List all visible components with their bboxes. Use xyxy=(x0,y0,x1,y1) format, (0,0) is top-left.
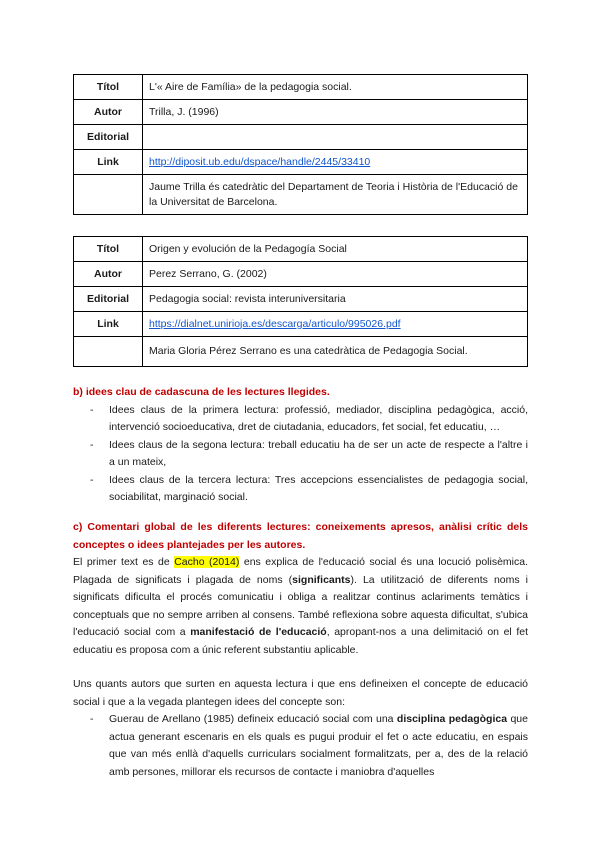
paragraph-2: Uns quants autors que surten en aquesta lectura i que ens defineixen el concepte de educació social i que a la vegada plantegen idees del concepte son: xyxy=(73,678,528,708)
list-item: - Idees claus de la segona lectura: treball educatiu ha de ser un acte de respecte a l'altre i a un mateix, xyxy=(73,437,528,472)
list-item xyxy=(73,711,528,781)
author-description: Maria Gloria Pérez Serrano es una catedràtica de Pedagogia Social. xyxy=(143,337,528,367)
table-row xyxy=(74,125,528,150)
editorial-value xyxy=(143,125,528,150)
bold-term: disciplina pedagògica xyxy=(396,713,508,725)
empty-label xyxy=(74,175,143,215)
row-label: Autor xyxy=(74,262,143,287)
table-row xyxy=(74,237,528,262)
table-row xyxy=(74,175,528,215)
author-value: Perez Serrano, G. (2002) xyxy=(143,262,528,287)
author-description: Jaume Trilla és catedràtic del Departament de Teoria i Història de l'Educació de la Universitat de Barcelona. xyxy=(143,175,528,215)
text-run: ens explica de l'educació social és una locució polisèmica. Plagada de significats i plagada de noms ( xyxy=(73,556,529,586)
row-label: Editorial xyxy=(74,287,143,312)
section-c xyxy=(73,519,528,781)
table-row xyxy=(74,262,528,287)
table-row xyxy=(74,100,528,125)
row-label: Títol xyxy=(74,75,143,100)
table-row xyxy=(74,150,528,175)
title-value: Origen y evolución de la Pedagogía Social xyxy=(143,237,528,262)
key-ideas-list xyxy=(73,402,528,507)
list-item: - Idees claus de la primera lectura: professió, mediador, disciplina pedagògica, acció, intervenció socioeducativa, dret de ciutadania, educadors, fet social, fet educatiu, … xyxy=(73,402,528,437)
empty-label xyxy=(74,337,143,367)
section-b-heading: b) idees clau de cadascuna de les lectures llegides. xyxy=(73,386,330,398)
table-row xyxy=(74,287,528,312)
text-run: que actua generant escenaris en els quals es pugui produir el fet o acte educatiu, en espais que van més enllà d'aquells curriculars socialment formalitzats, per a, des de la relació amb persones, millorar els recursos de contacte i maniobra d'aquelles xyxy=(109,713,528,778)
author-value: Trilla, J. (1996) xyxy=(143,100,528,125)
list-item: - Idees claus de la tercera lectura: Tres accepcions essencialistes de pedagogia social, sociabilitat, marginació social. xyxy=(73,472,528,507)
text-run: El primer text es de xyxy=(73,556,175,568)
reference-table-1 xyxy=(73,74,528,215)
bold-term: manifestació de l'educació xyxy=(190,626,327,638)
authors-list xyxy=(73,711,528,781)
bold-term: significants xyxy=(292,573,351,586)
highlighted-citation: Cacho (2014) xyxy=(174,556,240,568)
source-link[interactable]: https://dialnet.unirioja.es/descarga/articulo/995026.pdf xyxy=(149,317,401,330)
row-label: Link xyxy=(74,150,143,175)
reference-table-2 xyxy=(73,236,528,367)
section-b xyxy=(73,384,528,507)
editorial-value: Pedagogia social: revista interuniversitaria xyxy=(143,287,528,312)
row-label: Títol xyxy=(74,237,143,262)
text-run: Guerau de Arellano (1985) defineix educació social com una xyxy=(109,713,397,725)
table-row xyxy=(74,75,528,100)
row-label: Autor xyxy=(74,100,143,125)
section-c-heading: c) Comentari global de les diferents lectures: coneixements apresos, anàlisi crític dels conceptes o idees plantejades per les autores. xyxy=(73,521,528,551)
row-label: Editorial xyxy=(74,125,143,150)
text-run: ). La utilització de diferents noms i significats dificulta el procés comunicatiu i obliga a realitzar continus aclariments temàtics i conceptuals que no sempre arriben al consens. També reflexiona sobre aquesta dificultat, s'ubica l'educació social com a xyxy=(73,573,528,638)
table-row xyxy=(74,337,528,367)
row-label: Link xyxy=(74,312,143,337)
source-link[interactable]: http://diposit.ub.edu/dspace/handle/2445/33410 xyxy=(149,155,371,168)
paragraph-1 xyxy=(73,554,528,659)
text-run: , apropant-nos a una delimitació on el fet educatiu es proposa com a únic referent substantiu aplicable. xyxy=(73,626,529,656)
table-row xyxy=(74,312,528,337)
title-value: L'« Aire de Família» de la pedagogia social. xyxy=(143,75,528,100)
